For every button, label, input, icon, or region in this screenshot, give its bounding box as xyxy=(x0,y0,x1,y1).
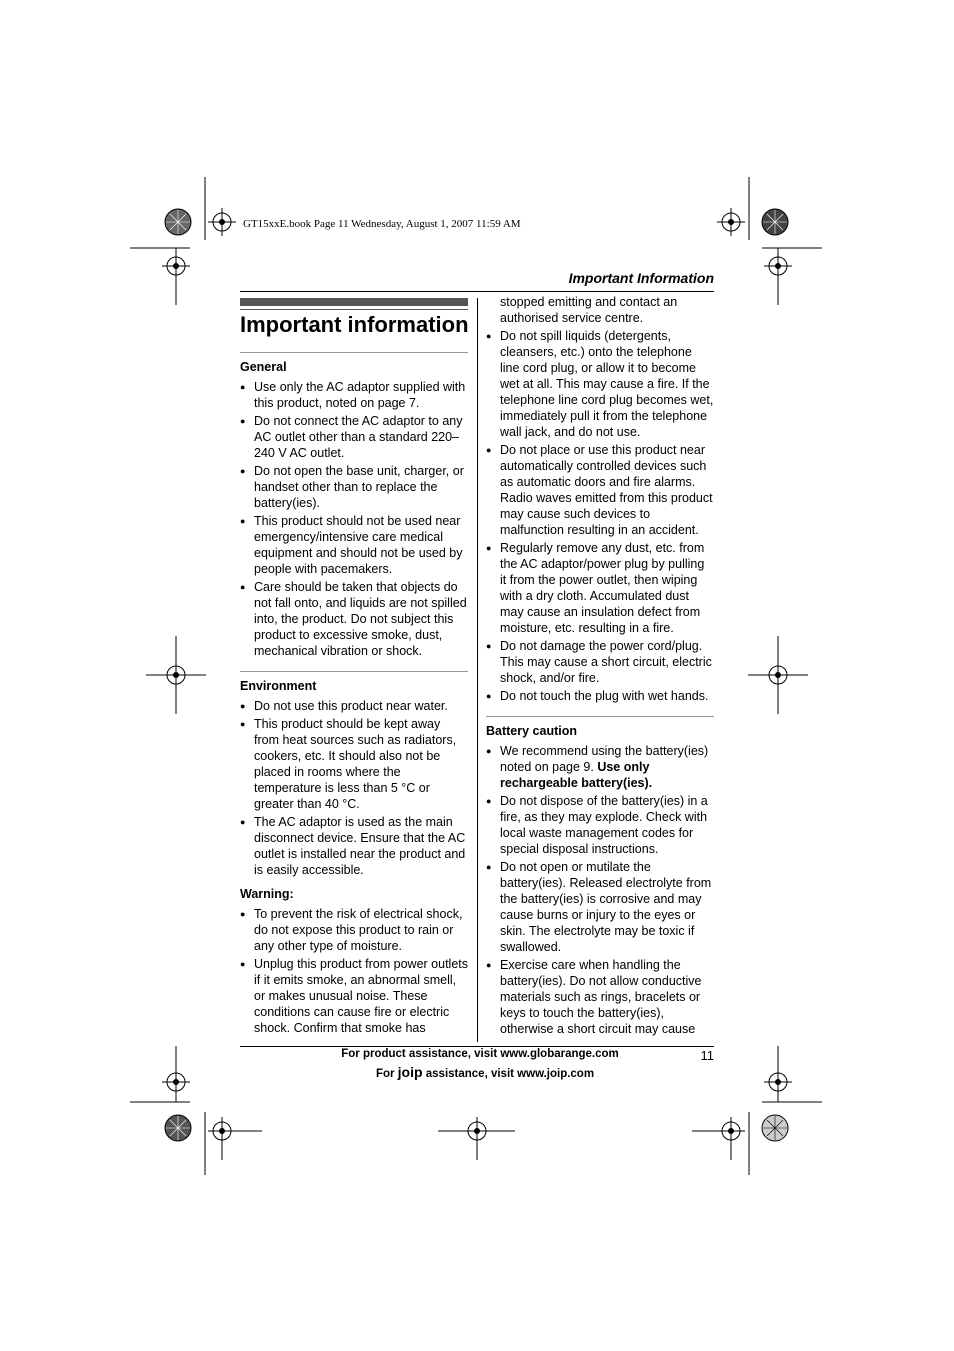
list-item: ● Do not connect the AC adaptor to any AC outlet other than a standard 220–240 V AC outlet. xyxy=(240,413,468,461)
section-rule xyxy=(240,352,468,353)
section-heading-general: General xyxy=(240,360,287,374)
list-item: ● Do not place or use this product near automatically controlled devices such as automatic doors and fire alarms. Radio waves emitted from this product may cause such devices to malfunction resulting in an accident. xyxy=(486,442,714,538)
footer-rule xyxy=(240,1046,714,1047)
list-item xyxy=(486,743,714,791)
left-column xyxy=(240,352,468,1038)
title-bar xyxy=(240,298,468,306)
warning-list xyxy=(240,906,468,1036)
battery-item-bold: Use only rechargeable battery(ies). xyxy=(500,760,653,790)
column-divider xyxy=(477,298,478,1042)
list-item: ● This product should not be used near emergency/intensive care medical equipment and should not be used by people with pacemakers. xyxy=(240,513,468,577)
section-heading-battery: Battery caution xyxy=(486,724,577,738)
footer-line-2 xyxy=(290,1064,680,1080)
list-item: ● Do not dispose of the battery(ies) in a fire, as they may explode. Check with local waste management codes for special disposal instructions. xyxy=(486,793,714,857)
battery-list xyxy=(486,743,714,1037)
joip-logo: joip xyxy=(397,1064,423,1080)
list-item: ● Do not spill liquids (detergents, cleansers, etc.) onto the telephone line cord plug, or allow it to become wet at all. This may cause a fire. If the telephone line cord plug becomes wet, immediately pull it from the telephone wall jack, and do not use. xyxy=(486,328,714,440)
list-item: ● Use only the AC adaptor supplied with this product, noted on page 7. xyxy=(240,379,468,411)
list-item: ● Regularly remove any dust, etc. from the AC adaptor/power plug by pulling it from the power outlet, then wiping with a dry cloth. Accumulated dust may cause an insulation defect from moisture, etc. resulting in a fire. xyxy=(486,540,714,636)
warning-list-continued xyxy=(486,294,714,704)
header-title: Important Information xyxy=(568,270,714,286)
list-item: ● This product should be kept away from heat sources such as radiators, cookers, etc. It should also not be placed in rooms where the temperature is less than 5 °C or greater than 40 °C. xyxy=(240,716,468,812)
page-number: 11 xyxy=(700,1048,714,1063)
section-heading-environment: Environment xyxy=(240,679,317,693)
list-item: ● To prevent the risk of electrical shock, do not expose this product to rain or any other type of moisture. xyxy=(240,906,468,954)
footer-line-1: For product assistance, visit www.globarange.com xyxy=(341,1048,619,1060)
list-item-continuation: stopped emitting and contact an authorised service centre. xyxy=(500,295,678,325)
title-rule xyxy=(240,309,468,310)
list-item: ● Do not open the base unit, charger, or handset other than to replace the battery(ies). xyxy=(240,463,468,511)
footer-prefix: For xyxy=(375,1068,398,1080)
section-heading-warning: Warning: xyxy=(240,887,294,901)
list-item: ● Unplug this product from power outlets if it emits smoke, an abnormal smell, or makes unusual noise. These conditions can cause fire or electric shock. Confirm that smoke has xyxy=(240,956,468,1036)
right-column xyxy=(486,294,714,1039)
environment-list xyxy=(240,698,468,878)
general-list xyxy=(240,379,468,659)
list-item: ● Do not touch the plug with wet hands. xyxy=(486,688,714,704)
list-item: ● Exercise care when handling the battery(ies). Do not allow conductive materials such as rings, bracelets or keys to touch the battery(ies), otherwise a short circuit may cause xyxy=(486,957,714,1037)
list-item: ● Do not open or mutilate the battery(ies). Released electrolyte from the battery(ies) is corrosive and may cause burns or injury to the eyes or skin. The electrolyte may be toxic if swallowed. xyxy=(486,859,714,955)
page-title: Important information xyxy=(240,312,469,337)
list-item: ● Do not use this product near water. xyxy=(240,698,468,714)
section-rule xyxy=(486,716,714,717)
footer-suffix: assistance, visit www.joip.com xyxy=(422,1068,595,1080)
battery-item-text: We recommend using the battery(ies) noted on page 9. xyxy=(500,744,709,774)
list-item: ● Care should be taken that objects do not fall onto, and liquids are not spilled into, the product. Do not subject this product to excessive smoke, dust, mechanical vibration or shock. xyxy=(240,579,468,659)
list-item: ● Do not damage the power cord/plug. This may cause a short circuit, electric shock, and/or fire. xyxy=(486,638,714,686)
section-rule xyxy=(240,671,468,672)
print-info: GT15xxE.book Page 11 Wednesday, August 1, 2007 11:59 AM xyxy=(243,218,521,230)
list-item: ● The AC adaptor is used as the main disconnect device. Ensure that the AC outlet is installed near the product and is easily accessible. xyxy=(240,814,468,878)
header-rule xyxy=(240,291,714,292)
